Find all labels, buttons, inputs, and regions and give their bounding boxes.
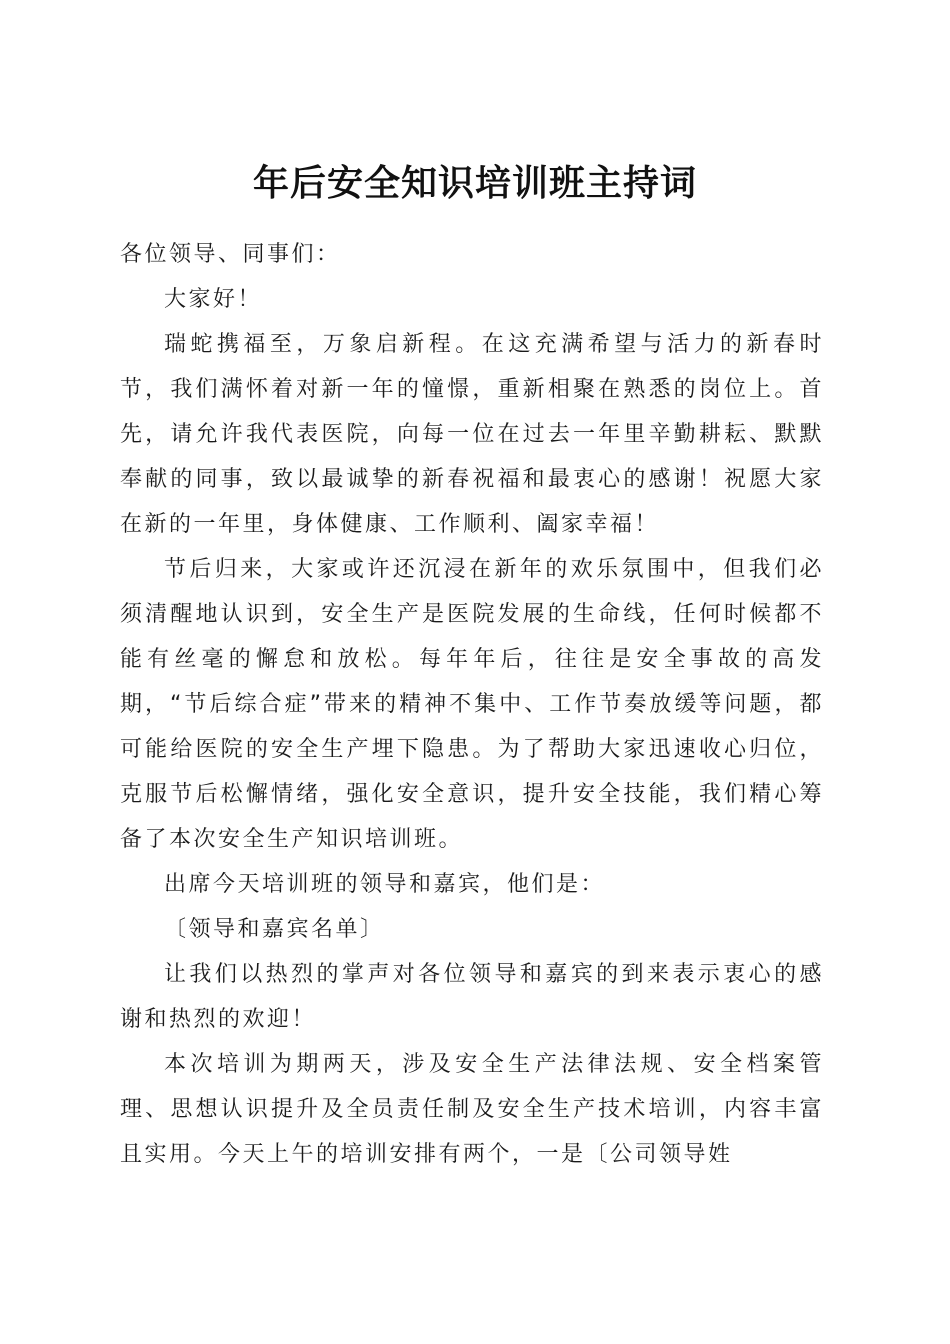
salutation: 各位领导、同事们： [120, 242, 341, 267]
safety-paragraph: 节后归来，大家或许还沉浸在新年的欢乐氛围中，但我们必须清醒地认识到，安全生产是医院发展的生命线，任何时候都不能有丝毫的懈怠和放松。每年年后，往往是安全事故的高发期，“节后综合症”带来的精神不集中、工作节奏放缓等问题，都可能给医院的安全生产埋下隐患。为了帮助大家迅速收心归位，克服节后松懈情绪，强化安全意识，提升安全技能，我们精心筹备了本次安全生产知识培训班。 [120, 557, 824, 852]
guests-intro-paragraph: 出席今天培训班的领导和嘉宾，他们是： [164, 872, 606, 897]
welcome-paragraph: 让我们以热烈的掌声对各位领导和嘉宾的到来表示衷心的感谢和热烈的欢迎！ [120, 962, 824, 1032]
document-title: 年后安全知识培训班主持词 [252, 162, 697, 205]
greeting-paragraph: 大家好！ [164, 287, 263, 312]
guest-list-placeholder: 〔领导和嘉宾名单〕 [164, 917, 385, 942]
document-body [120, 232, 824, 1177]
new-year-paragraph: 瑞蛇携福至，万象启新程。在这充满希望与活力的新春时节，我们满怀着对新一年的憧憬，重新相聚在熟悉的岗位上。首先，请允许我代表医院，向每一位在过去一年里辛勤耕耘、默默奉献的同事，致以最诚挚的新春祝福和最衷心的感谢！祝愿大家在新的一年里，身体健康、工作顺利、阖家幸福！ [120, 332, 824, 537]
training-overview-paragraph: 本次培训为期两天，涉及安全生产法律法规、安全档案管理、思想认识提升及全员责任制及安全生产技术培训，内容丰富且实用。今天上午的培训安排有两个，一是〔公司领导姓 [120, 1052, 824, 1167]
